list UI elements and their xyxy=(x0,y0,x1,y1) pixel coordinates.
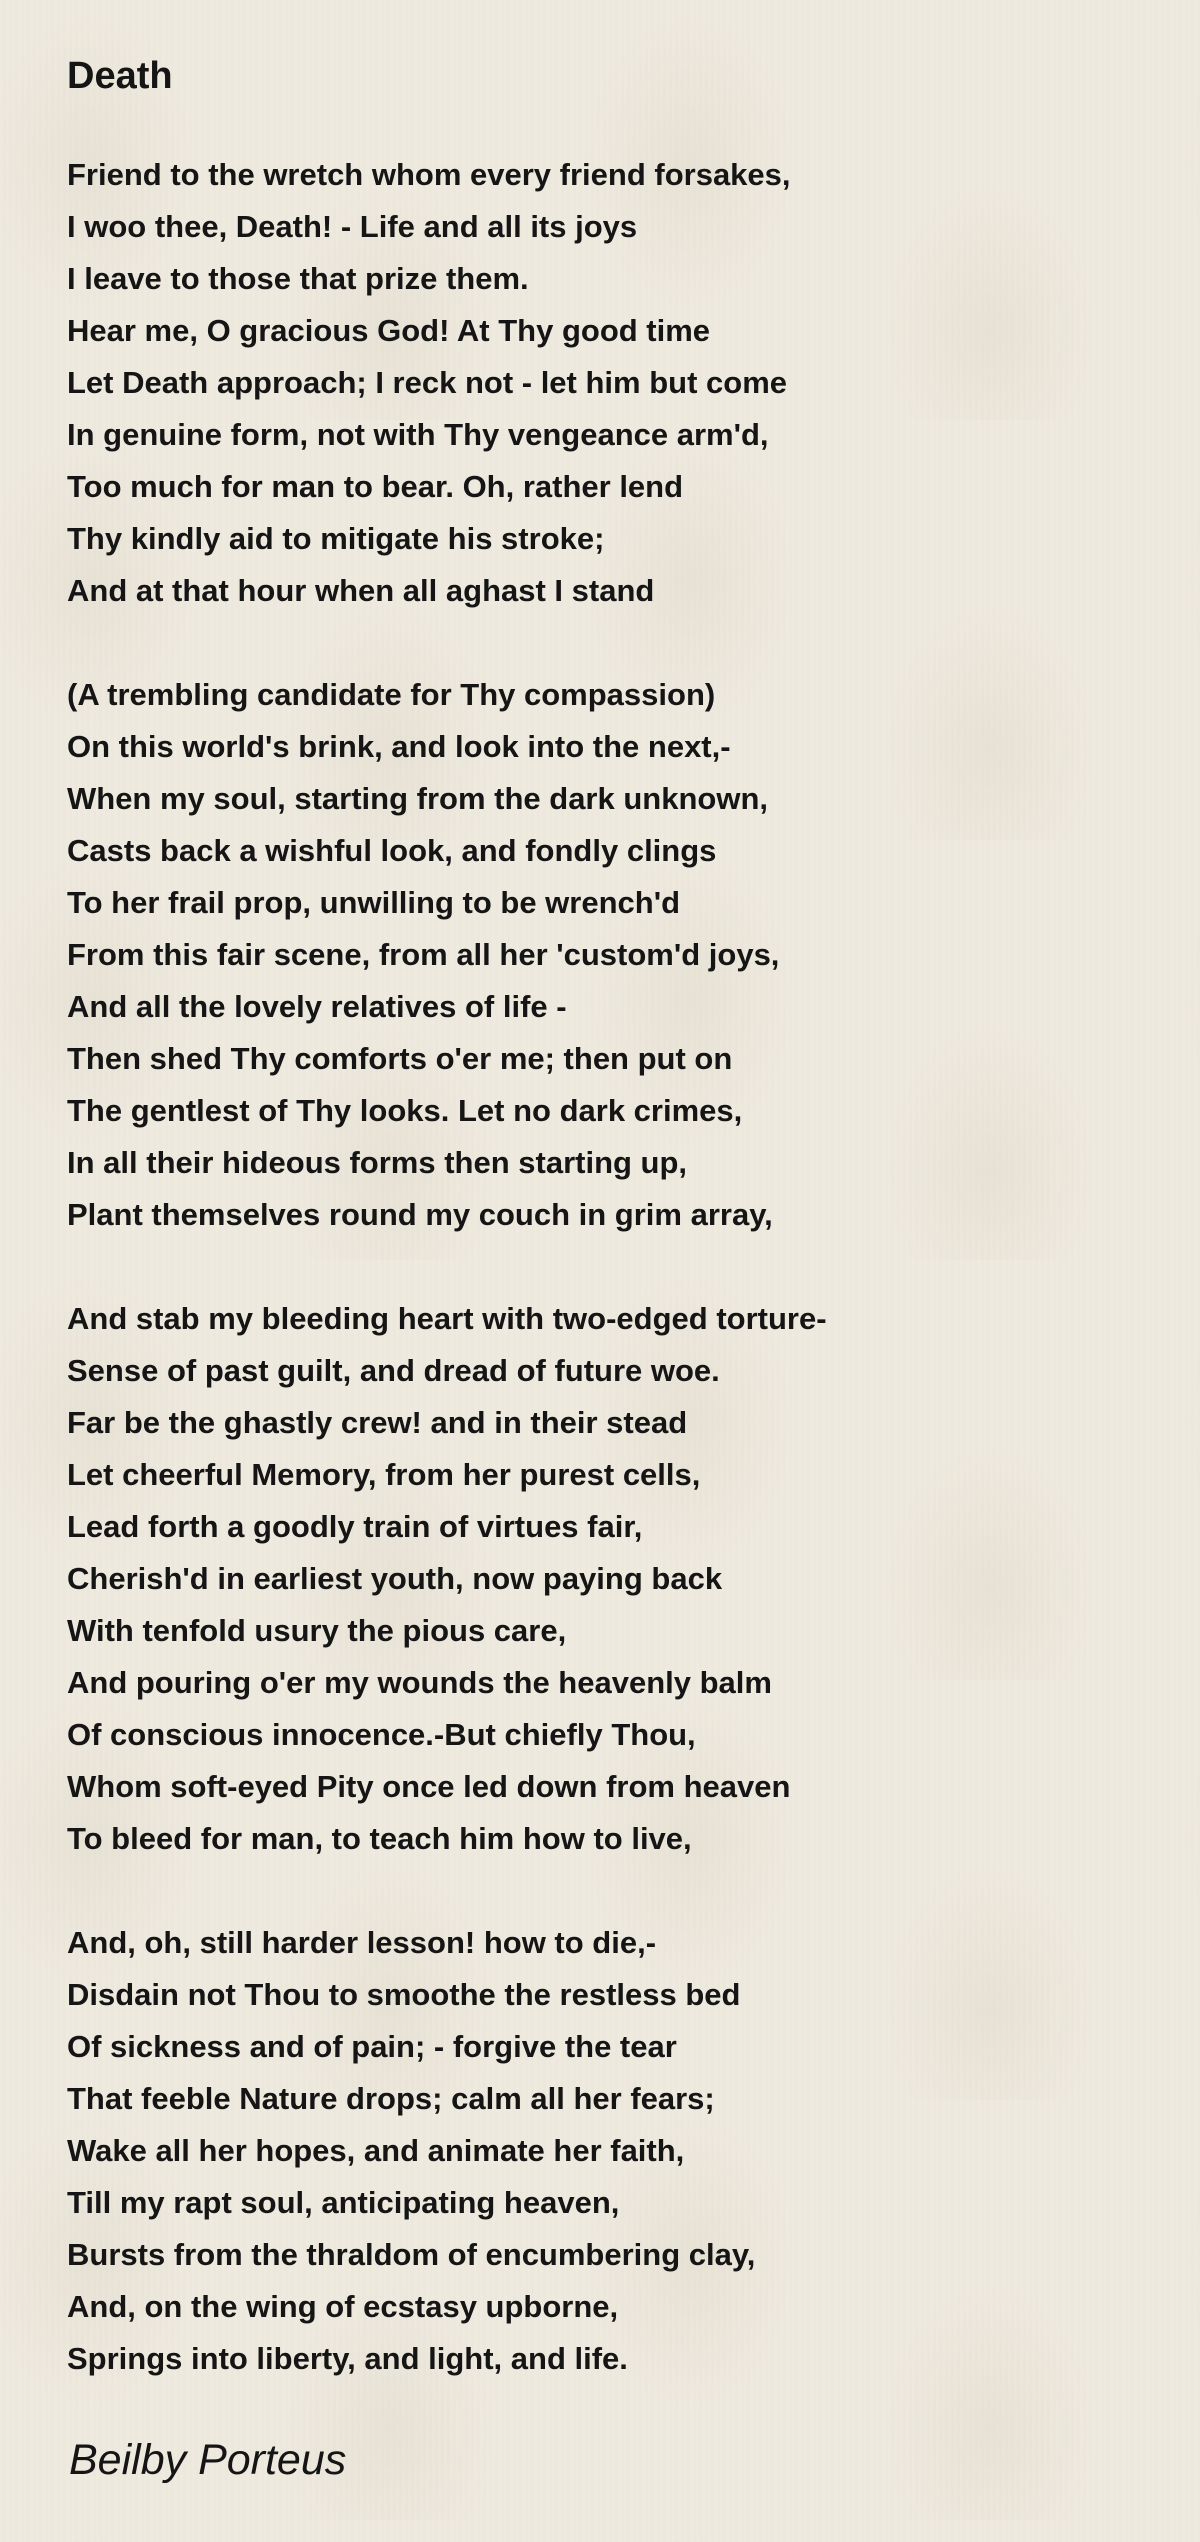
poem-line: Sense of past guilt, and dread of future woe. xyxy=(67,1353,720,1388)
poem-line: Too much for man to bear. Oh, rather lend xyxy=(67,469,684,504)
poem-line: Hear me, O gracious God! At Thy good time xyxy=(67,313,711,348)
poem-line: Bursts from the thraldom of encumbering clay, xyxy=(67,2237,756,2272)
poem-line: That feeble Nature drops; calm all her fears; xyxy=(67,2081,715,2116)
poem-line: Disdain not Thou to smoothe the restless bed xyxy=(67,1977,741,2012)
poem-stanza xyxy=(67,669,1147,1241)
poem-line: And stab my bleeding heart with two-edged torture- xyxy=(67,1301,827,1336)
poem-line: Till my rapt soul, anticipating heaven, xyxy=(67,2185,620,2220)
poem-stanza xyxy=(67,149,1147,617)
poem-line: Plant themselves round my couch in grim array, xyxy=(67,1197,773,1232)
poem-stanza xyxy=(67,1917,1147,2385)
poem-line: And, on the wing of ecstasy upborne, xyxy=(67,2289,619,2324)
poem-line: From this fair scene, from all her 'custom'd joys, xyxy=(67,937,780,972)
poem-line: In all their hideous forms then starting up, xyxy=(67,1145,688,1180)
poem-line: Thy kindly aid to mitigate his stroke; xyxy=(67,521,605,556)
poem-author: Beilby Porteus xyxy=(69,2436,347,2484)
poem-body xyxy=(67,149,1147,2437)
poem-line: I woo thee, Death! - Life and all its joys xyxy=(67,209,638,244)
poem-line: Of conscious innocence.-But chiefly Thou, xyxy=(67,1717,696,1752)
poem-line: The gentlest of Thy looks. Let no dark crimes, xyxy=(67,1093,743,1128)
poem-line: Wake all her hopes, and animate her faith, xyxy=(67,2133,685,2168)
poem-line: Casts back a wishful look, and fondly clings xyxy=(67,833,717,868)
poem-title: Death xyxy=(67,55,173,97)
poem-line: Friend to the wretch whom every friend forsakes, xyxy=(67,157,791,192)
poem-line: Of sickness and of pain; - forgive the tear xyxy=(67,2029,677,2064)
poem-line: And pouring o'er my wounds the heavenly balm xyxy=(67,1665,772,1700)
poem-line: To bleed for man, to teach him how to live, xyxy=(67,1821,692,1856)
poem-line: Whom soft-eyed Pity once led down from heaven xyxy=(67,1769,791,1804)
poem-line: And all the lovely relatives of life - xyxy=(67,989,567,1024)
poem-line: With tenfold usury the pious care, xyxy=(67,1613,567,1648)
poem-line: Let Death approach; I reck not - let him but come xyxy=(67,365,787,400)
poem-line: Cherish'd in earliest youth, now paying back xyxy=(67,1561,723,1596)
poem-line: To her frail prop, unwilling to be wrench'd xyxy=(67,885,681,920)
poem-stanza xyxy=(67,1293,1147,1865)
poem-line: In genuine form, not with Thy vengeance arm'd, xyxy=(67,417,769,452)
poem-line: Far be the ghastly crew! and in their stead xyxy=(67,1405,688,1440)
poem-line: When my soul, starting from the dark unknown, xyxy=(67,781,768,816)
poem-line: On this world's brink, and look into the next,- xyxy=(67,729,731,764)
poem-line: (A trembling candidate for Thy compassion) xyxy=(67,677,716,712)
poem-line: And at that hour when all aghast I stand xyxy=(67,573,655,608)
poem-line: Lead forth a goodly train of virtues fair, xyxy=(67,1509,643,1544)
poem-line: Let cheerful Memory, from her purest cells, xyxy=(67,1457,701,1492)
poem-line: I leave to those that prize them. xyxy=(67,261,529,296)
poem-line: Springs into liberty, and light, and life. xyxy=(67,2341,628,2376)
poem-line: Then shed Thy comforts o'er me; then put on xyxy=(67,1041,733,1076)
poem-line: And, oh, still harder lesson! how to die,- xyxy=(67,1925,657,1960)
